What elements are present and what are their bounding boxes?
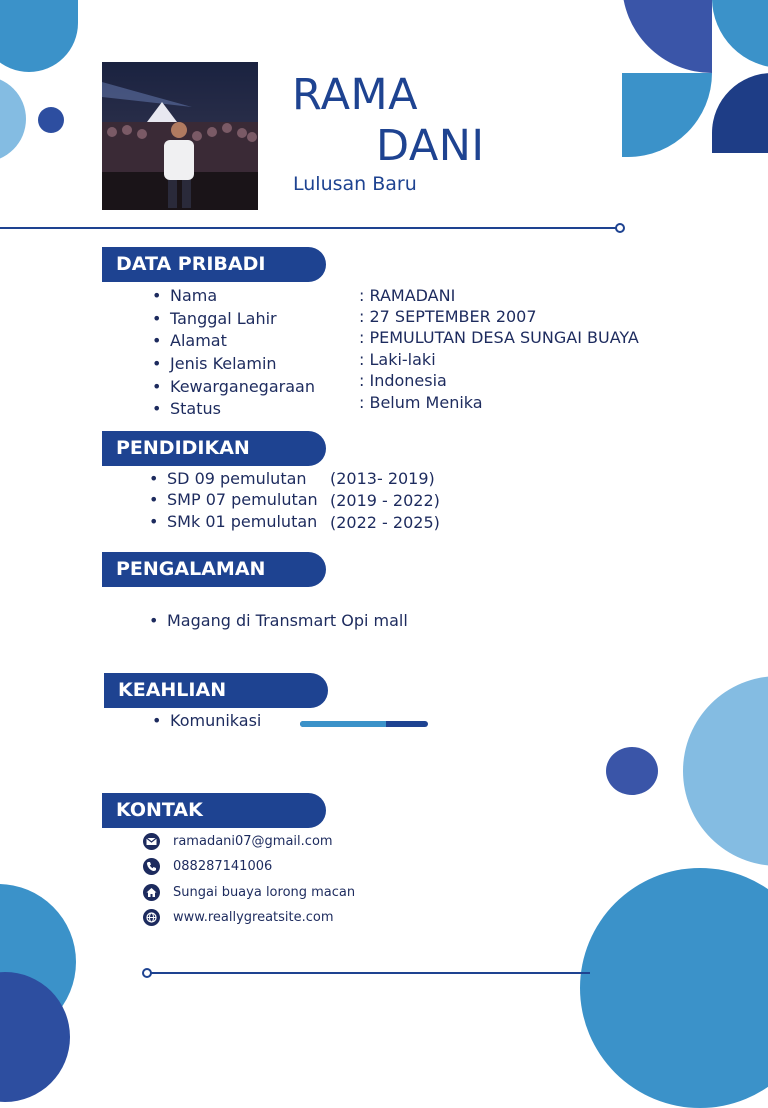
education-school-3: • SMk 01 pemulutan <box>167 512 317 531</box>
home-icon <box>143 884 160 901</box>
personal-label-nationality: • Kewarganegaraan <box>170 377 315 396</box>
contact-address: Sungai buaya lorong macan <box>173 885 356 900</box>
phone-icon <box>143 858 160 875</box>
personal-label-gender: • Jenis Kelamin <box>170 354 277 373</box>
education-school-1: • SD 09 pemulutan <box>167 469 307 488</box>
decor-circle-bottom-right <box>580 868 768 1108</box>
personal-value-gender: : Laki-laki <box>359 350 436 369</box>
divider-top-end <box>615 223 625 233</box>
personal-label-status: • Status <box>170 399 221 418</box>
email-icon <box>143 833 160 850</box>
education-school-2: • SMP 07 pemulutan <box>167 490 318 509</box>
decor-top-right-block <box>622 0 768 160</box>
section-contact-header: KONTAK <box>102 793 326 828</box>
section-experience-header: PENGALAMAN <box>102 552 326 587</box>
decor-dot-small <box>38 107 64 133</box>
section-personal-header: DATA PRIBADI <box>102 247 326 282</box>
decor-circle-right-light <box>683 676 768 866</box>
divider-bottom <box>150 972 590 974</box>
decor-dot-right <box>606 747 658 795</box>
globe-icon <box>143 909 160 926</box>
contact-website[interactable]: www.reallygreatsite.com <box>173 910 334 925</box>
personal-value-birth: : 27 SEPTEMBER 2007 <box>359 307 537 326</box>
personal-label-birth: • Tanggal Lahir <box>170 309 277 328</box>
decor-circle-top-left <box>0 0 78 72</box>
personal-value-status: : Belum Menika <box>359 393 483 412</box>
education-years-3: (2022 - 2025) <box>330 513 440 532</box>
subtitle: Lulusan Baru <box>293 173 417 195</box>
personal-label-address: • Alamat <box>170 331 227 350</box>
skill-name-1: • Komunikasi <box>170 711 261 730</box>
profile-photo <box>102 62 258 210</box>
contact-phone: 088287141006 <box>173 859 273 874</box>
personal-value-address: : PEMULUTAN DESA SUNGAI BUAYA <box>359 328 639 347</box>
skill-level-fill <box>300 721 386 727</box>
experience-item-1: • Magang di Transmart Opi mall <box>167 611 408 630</box>
personal-value-nationality: : Indonesia <box>359 371 447 390</box>
skill-level-bar <box>300 721 428 727</box>
personal-label-nama: • Nama <box>170 286 217 305</box>
decor-circle-left-light <box>0 76 26 162</box>
contact-email[interactable]: ramadani07@gmail.com <box>173 834 333 849</box>
last-name: DANI <box>376 121 485 171</box>
education-years-1: (2013- 2019) <box>330 469 435 488</box>
personal-value-nama: : RAMADANI <box>359 286 456 305</box>
section-skills-header: KEAHLIAN <box>104 673 328 708</box>
section-education-header: PENDIDIKAN <box>102 431 326 466</box>
divider-top <box>0 227 616 229</box>
education-years-2: (2019 - 2022) <box>330 491 440 510</box>
first-name: RAMA <box>292 70 419 120</box>
